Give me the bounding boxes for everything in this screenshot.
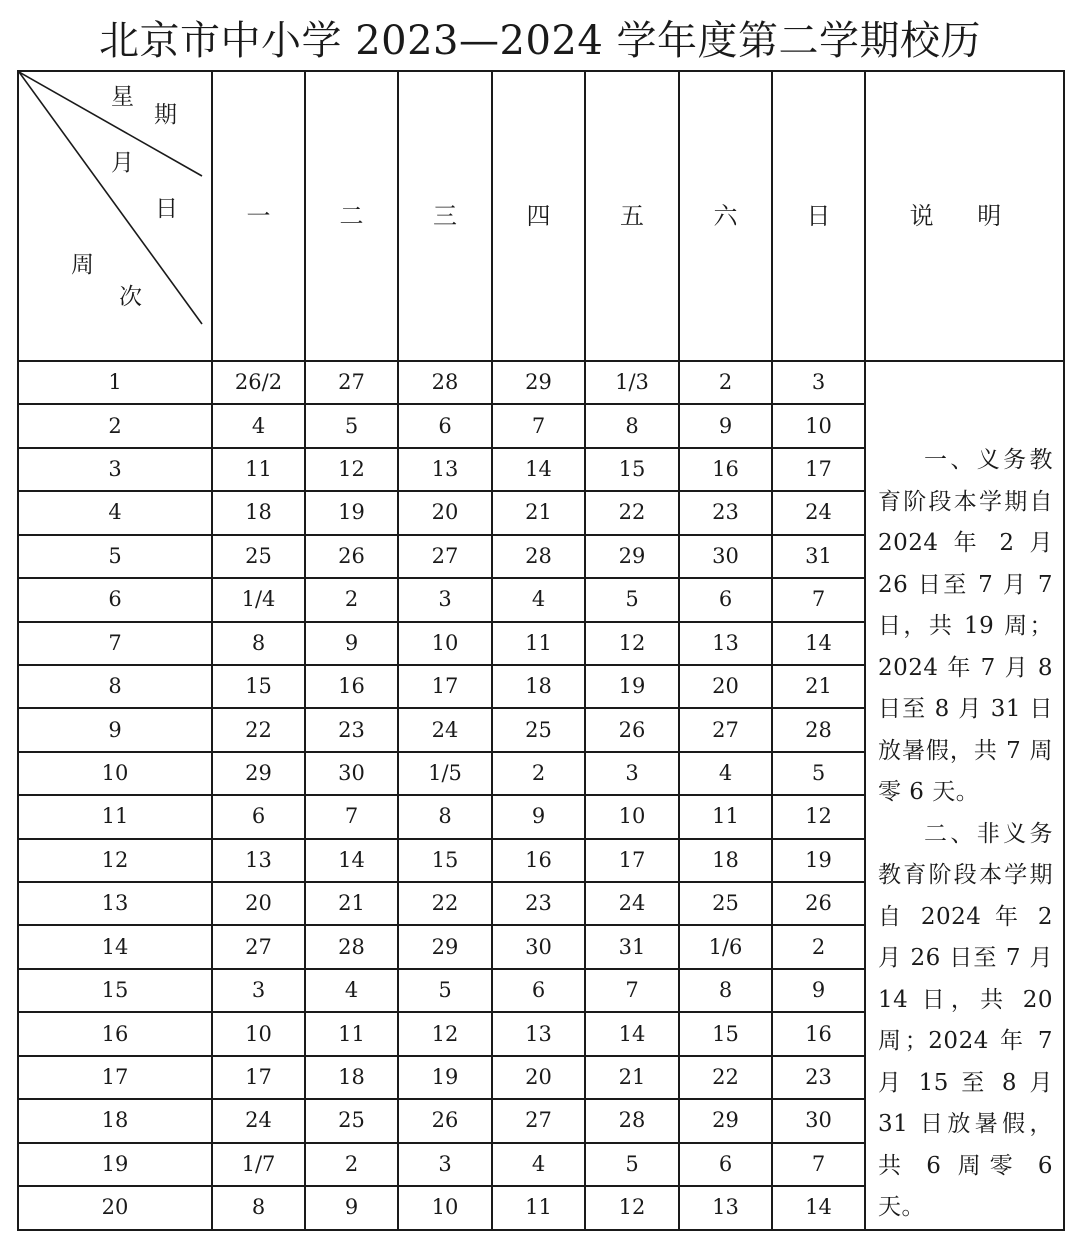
date-cell: 3 [212,969,305,1012]
date-cell: 21 [772,665,865,708]
weekday-header: 四 [492,71,585,361]
date-cell: 29 [492,361,585,404]
week-number-cell: 8 [18,665,212,708]
date-cell: 5 [585,1143,679,1186]
date-cell: 26 [398,1099,492,1142]
date-cell: 15 [585,448,679,491]
date-cell: 6 [212,795,305,838]
week-number-cell: 9 [18,708,212,751]
date-cell: 10 [398,1186,492,1229]
date-cell: 23 [772,1056,865,1099]
date-cell: 27 [398,535,492,578]
date-cell: 3 [585,752,679,795]
week-number-cell: 2 [18,404,212,447]
notes-cell [865,361,1064,1230]
date-cell: 13 [398,448,492,491]
date-cell: 13 [212,839,305,882]
date-cell: 18 [679,839,772,882]
date-cell: 20 [398,491,492,534]
date-cell: 25 [305,1099,398,1142]
date-cell: 2 [305,1143,398,1186]
date-cell: 28 [585,1099,679,1142]
note-paragraph: 一、义务教育阶段本学期自 2024 年 2 月 26 日至 7 月 7 日，共 19 周；2024 年 7 月 8 日至 8 月 31 日放暑假，共 7 周零 6 天。 [878,447,1053,805]
week-number-cell: 13 [18,882,212,925]
date-cell: 7 [772,578,865,621]
week-number-cell: 11 [18,795,212,838]
date-cell: 6 [492,969,585,1012]
diagonal-header-cell [18,71,212,361]
date-cell: 20 [492,1056,585,1099]
diag-label-qi: 期 [154,102,177,128]
week-number-cell: 6 [18,578,212,621]
date-cell: 15 [398,839,492,882]
week-number-cell: 15 [18,969,212,1012]
date-cell: 28 [772,708,865,751]
date-cell: 16 [679,448,772,491]
school-calendar-table [17,70,1065,1231]
date-cell: 23 [679,491,772,534]
date-cell: 21 [492,491,585,534]
notes-header: 说 明 [865,71,1064,361]
date-cell: 9 [772,969,865,1012]
date-cell: 11 [212,448,305,491]
date-cell: 2 [492,752,585,795]
date-cell: 13 [679,1186,772,1229]
calendar-container [17,70,1065,1231]
date-cell: 24 [212,1099,305,1142]
date-cell: 4 [679,752,772,795]
diag-label-xing: 星 [111,84,134,110]
week-number-cell: 5 [18,535,212,578]
date-cell: 14 [772,1186,865,1229]
date-cell: 29 [679,1099,772,1142]
date-cell: 28 [492,535,585,578]
date-cell: 3 [772,361,865,404]
date-cell: 23 [492,882,585,925]
date-cell: 4 [492,578,585,621]
date-cell: 10 [398,622,492,665]
date-cell: 9 [305,622,398,665]
date-cell: 23 [305,708,398,751]
date-cell: 11 [305,1012,398,1055]
date-cell: 5 [398,969,492,1012]
date-cell: 21 [305,882,398,925]
date-cell: 10 [212,1012,305,1055]
date-cell: 15 [679,1012,772,1055]
date-cell: 1/7 [212,1143,305,1186]
week-number-cell: 20 [18,1186,212,1229]
date-cell: 26 [305,535,398,578]
date-cell: 8 [212,622,305,665]
week-number-cell: 3 [18,448,212,491]
date-cell: 21 [585,1056,679,1099]
diagonal-lines [19,72,211,360]
date-cell: 14 [585,1012,679,1055]
date-cell: 17 [585,839,679,882]
date-cell: 30 [679,535,772,578]
date-cell: 28 [398,361,492,404]
diag-label-ri: 日 [155,196,178,222]
date-cell: 26 [585,708,679,751]
date-cell: 4 [492,1143,585,1186]
date-cell: 27 [679,708,772,751]
date-cell: 5 [585,578,679,621]
date-cell: 1/3 [585,361,679,404]
date-cell: 16 [772,1012,865,1055]
date-cell: 26/2 [212,361,305,404]
week-number-cell: 16 [18,1012,212,1055]
date-cell: 13 [679,622,772,665]
date-cell: 12 [585,622,679,665]
week-number-cell: 19 [18,1143,212,1186]
date-cell: 11 [492,1186,585,1229]
date-cell: 5 [772,752,865,795]
date-cell: 1/5 [398,752,492,795]
weekday-header: 六 [679,71,772,361]
date-cell: 17 [212,1056,305,1099]
date-cell: 22 [212,708,305,751]
diag-label-yue: 月 [111,150,134,176]
date-cell: 29 [585,535,679,578]
week-number-cell: 12 [18,839,212,882]
date-cell: 18 [212,491,305,534]
date-cell: 12 [305,448,398,491]
date-cell: 4 [212,404,305,447]
date-cell: 3 [398,1143,492,1186]
date-cell: 19 [772,839,865,882]
week-number-cell: 4 [18,491,212,534]
date-cell: 1/6 [679,925,772,968]
date-cell: 7 [772,1143,865,1186]
date-cell: 6 [398,404,492,447]
date-cell: 19 [585,665,679,708]
date-cell: 22 [398,882,492,925]
date-cell: 12 [772,795,865,838]
date-cell: 29 [398,925,492,968]
date-cell: 31 [772,535,865,578]
week-number-cell: 18 [18,1099,212,1142]
date-cell: 1/4 [212,578,305,621]
date-cell: 7 [492,404,585,447]
date-cell: 14 [492,448,585,491]
date-cell: 11 [679,795,772,838]
date-cell: 6 [679,1143,772,1186]
date-cell: 24 [772,491,865,534]
date-cell: 9 [305,1186,398,1229]
date-cell: 16 [305,665,398,708]
week-number-cell: 1 [18,361,212,404]
header-row [18,71,1064,361]
date-cell: 27 [212,925,305,968]
date-cell: 14 [305,839,398,882]
date-cell: 11 [492,622,585,665]
date-cell: 27 [492,1099,585,1142]
date-cell: 8 [212,1186,305,1229]
date-cell: 30 [492,925,585,968]
date-cell: 18 [492,665,585,708]
date-cell: 19 [305,491,398,534]
week-number-cell: 7 [18,622,212,665]
date-cell: 22 [679,1056,772,1099]
week-number-cell: 10 [18,752,212,795]
date-cell: 15 [212,665,305,708]
date-cell: 25 [212,535,305,578]
date-cell: 2 [772,925,865,968]
note-paragraph: 二、非义务教育阶段本学期自 2024 年 2 月 26 日至 7 月 14 日，共 20 周；2024 年 7 月 15 至 8 月 31 日放暑假，共 6 周零 6 天。 [878,820,1053,1220]
date-cell: 28 [305,925,398,968]
date-cell: 20 [679,665,772,708]
date-cell: 24 [585,882,679,925]
date-cell: 26 [772,882,865,925]
weekday-header: 一 [212,71,305,361]
weekday-header: 日 [772,71,865,361]
date-cell: 25 [679,882,772,925]
date-cell: 7 [305,795,398,838]
week-row [18,361,1064,404]
date-cell: 8 [398,795,492,838]
week-number-cell: 14 [18,925,212,968]
date-cell: 19 [398,1056,492,1099]
date-cell: 4 [305,969,398,1012]
date-cell: 13 [492,1012,585,1055]
weekday-header: 二 [305,71,398,361]
date-cell: 8 [679,969,772,1012]
date-cell: 10 [772,404,865,447]
date-cell: 2 [679,361,772,404]
weekday-header: 三 [398,71,492,361]
date-cell: 3 [398,578,492,621]
date-cell: 2 [305,578,398,621]
date-cell: 27 [305,361,398,404]
date-cell: 29 [212,752,305,795]
date-cell: 17 [772,448,865,491]
date-cell: 17 [398,665,492,708]
date-cell: 31 [585,925,679,968]
week-number-cell: 17 [18,1056,212,1099]
date-cell: 30 [305,752,398,795]
date-cell: 9 [492,795,585,838]
date-cell: 12 [398,1012,492,1055]
date-cell: 12 [585,1186,679,1229]
date-cell: 20 [212,882,305,925]
date-cell: 6 [679,578,772,621]
date-cell: 24 [398,708,492,751]
date-cell: 7 [585,969,679,1012]
date-cell: 14 [772,622,865,665]
date-cell: 8 [585,404,679,447]
date-cell: 9 [679,404,772,447]
date-cell: 5 [305,404,398,447]
diag-label-zhou: 周 [71,252,94,278]
date-cell: 18 [305,1056,398,1099]
date-cell: 25 [492,708,585,751]
date-cell: 22 [585,491,679,534]
diag-label-ci: 次 [119,284,142,310]
date-cell: 30 [772,1099,865,1142]
weekday-header: 五 [585,71,679,361]
date-cell: 10 [585,795,679,838]
date-cell: 16 [492,839,585,882]
page-title: 北京市中小学 2023—2024 学年度第二学期校历 [98,18,982,64]
